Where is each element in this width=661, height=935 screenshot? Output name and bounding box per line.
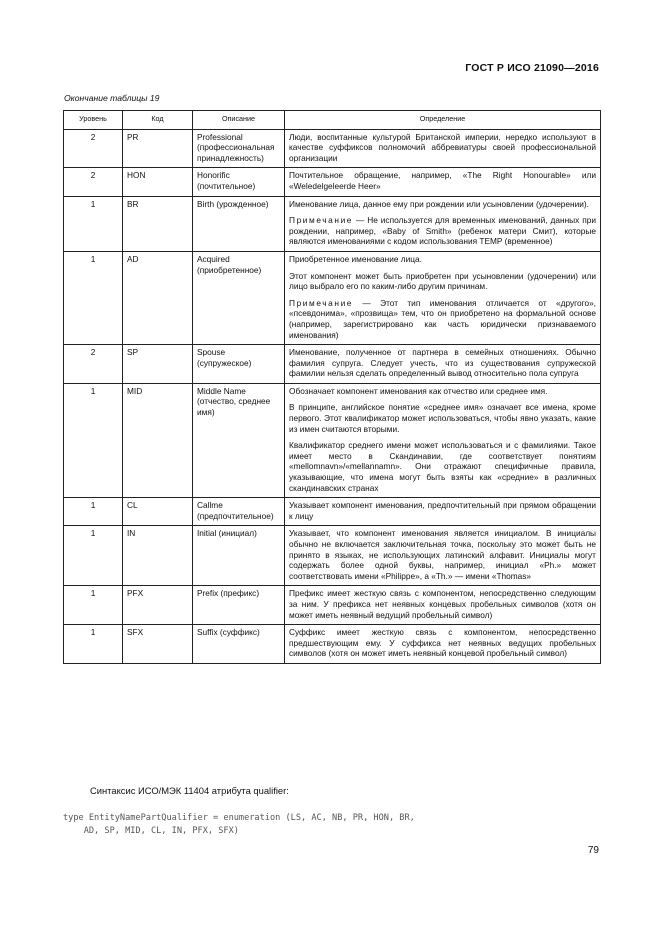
table-row (64, 129, 601, 168)
description-cell: Initial (инициал) (193, 526, 285, 586)
level-cell: 2 (64, 168, 123, 196)
definition-cell (285, 526, 601, 586)
column-header-description: Описание (193, 111, 285, 130)
page-number: 79 (587, 845, 599, 856)
level-cell: 1 (64, 196, 123, 251)
table-row (64, 526, 601, 586)
description-cell: Suffix (суффикс) (193, 625, 285, 664)
description-cell: Callme (предпочтительное) (193, 498, 285, 526)
table-caption: Окончание таблицы 19 (64, 93, 160, 103)
definition-paragraph: Префикс имеет жесткую связь с компонентом, непосредственно следующим за ним. У префикса нет неявных концевых пробельных символов (хотя он может иметь неявный ведущий пробельный символ) (289, 588, 596, 620)
code-line-1: type EntityNamePartQualifier = enumeration (LS, AC, NB, PR, HON, BR, (63, 813, 415, 823)
definition-paragraph: Суффикс имеет жесткую связь с компонентом, непосредственно предшествующим ему. У суффикса нет неявных ведущих пробельных символов (хотя он может иметь неявный концевой пробельный символ) (289, 627, 596, 659)
definition-paragraph: Этот компонент может быть приобретен при усыновлении (удочерении) или лицо выбрало его по каким-либо другим причинам. (289, 270, 596, 292)
definition-paragraph: Квалификатор среднего имени может использоваться и с фамилиями. Такое имеет место в Скандинавии, где соответствует понятиям «mellomnavn»/«mellannamn». Они отражают специфичные правила, указывающие, что имена могут быть взяты как «средние» в различных скандинавских странах (289, 440, 596, 493)
definition-paragraph: Почтительное обращение, например, «The Right Honourable» или «Weledelgeleerde Heer» (289, 170, 596, 191)
description-cell: Acquired (приобретенное) (193, 251, 285, 344)
definition-cell (285, 196, 601, 251)
definition-cell (285, 251, 601, 344)
definition-paragraph: Обозначает компонент именования как отчество или среднее имя. (289, 385, 548, 396)
table-row (64, 625, 601, 664)
definition-cell (285, 625, 601, 664)
definition-note (289, 215, 596, 247)
definition-note (289, 298, 596, 340)
definition-paragraph: В принципе, английское понятие «среднее имя» означает все имена, кроме первого. Этот квалификатор может использоваться, чтобы явно указать, какие из имен считаются вторыми. (289, 402, 596, 434)
table-row (64, 383, 601, 497)
code-cell: SFX (123, 625, 193, 664)
level-cell: 1 (64, 586, 123, 625)
definition-cell (285, 168, 601, 196)
code-cell: PR (123, 129, 193, 168)
code-cell: MID (123, 383, 193, 497)
description-cell: Spouse (супружеское) (193, 345, 285, 384)
note-text: — Этот тип именования отличается от «другого», «псевдонима», «прозвища» тем, что он приобретено на формальной основе (например, зарегистрировано как часть юридически признаваемого именования) (289, 297, 596, 340)
table-row (64, 251, 601, 344)
code-line-2: AD, SP, MID, CL, IN, PFX, SFX) (63, 826, 239, 836)
description-cell: Birth (урожденное) (193, 196, 285, 251)
definition-cell (285, 345, 601, 384)
code-cell: HON (123, 168, 193, 196)
note-keyword: Примечание (289, 297, 354, 308)
description-cell: Middle Name (отчество, среднее имя) (193, 383, 285, 497)
definition-paragraph: Именование, полученное от партнера в семейных отношениях. Обычно фамилия супруга. Следует учесть, что из существования супружеской фамилии нельзя сделать определенный вывод относительно пола супруга (289, 347, 596, 379)
definition-paragraph: Указывает компонент именования, предпочтительный при прямом обращении к лицу (289, 500, 596, 521)
level-cell: 1 (64, 498, 123, 526)
table-header-row (64, 111, 601, 130)
definition-cell (285, 129, 601, 168)
level-cell: 1 (64, 383, 123, 497)
document-standard-id: ГОСТ Р ИСО 21090—2016 (465, 62, 599, 74)
table-row (64, 196, 601, 251)
table-row (64, 345, 601, 384)
definition-paragraph: Указывает, что компонент именования является инициалом. В инициалы обычно не включается заключительная точка, поскольку это может быть не принято в языках, не использующих латинский алфавит. Инициалы могут содержать более одной буквы, например, инициал «Ph.» может соответствовать имени «Philippe», а «Th.» — имени «Thomas» (289, 528, 596, 581)
level-cell: 1 (64, 526, 123, 586)
syntax-label: Синтаксис ИСО/МЭК 11404 атрибута qualifier: (90, 785, 289, 796)
definition-cell (285, 498, 601, 526)
column-header-level: Уровень (64, 111, 123, 130)
level-cell: 1 (64, 251, 123, 344)
description-cell: Prefix (префикс) (193, 586, 285, 625)
definition-cell (285, 586, 601, 625)
table-row (64, 168, 601, 196)
code-cell: AD (123, 251, 193, 344)
definition-paragraph: Люди, воспитанные культурой Британской империи, нередко используют в качестве суффиксов полномочий аббревиатуры своей профессиональной организации (289, 131, 596, 163)
level-cell: 2 (64, 129, 123, 168)
definition-paragraph: Именование лица, данное ему при рождении или усыновлении (удочерении). (289, 198, 589, 209)
level-cell: 1 (64, 625, 123, 664)
definition-paragraph: Приобретенное именование лица. (289, 253, 422, 264)
code-cell: CL (123, 498, 193, 526)
definition-cell (285, 383, 601, 497)
description-cell: Professional (профессиональная принадлежность) (193, 129, 285, 168)
column-header-definition: Определение (285, 111, 601, 130)
table-row (64, 498, 601, 526)
code-cell: IN (123, 526, 193, 586)
column-header-code: Код (123, 111, 193, 130)
code-cell: BR (123, 196, 193, 251)
table-row (64, 586, 601, 625)
description-cell: Honorific (почтительное) (193, 168, 285, 196)
note-text: — Не используется для временных именований, данных при рождении, например, «Baby of Smith» (ребенок матери Смит), которые являются именованиями с кодом использования TEMP (временное) (289, 215, 596, 247)
qualifier-table (63, 110, 601, 664)
code-cell: PFX (123, 586, 193, 625)
note-keyword: Примечание (289, 215, 354, 226)
code-cell: SP (123, 345, 193, 384)
level-cell: 2 (64, 345, 123, 384)
